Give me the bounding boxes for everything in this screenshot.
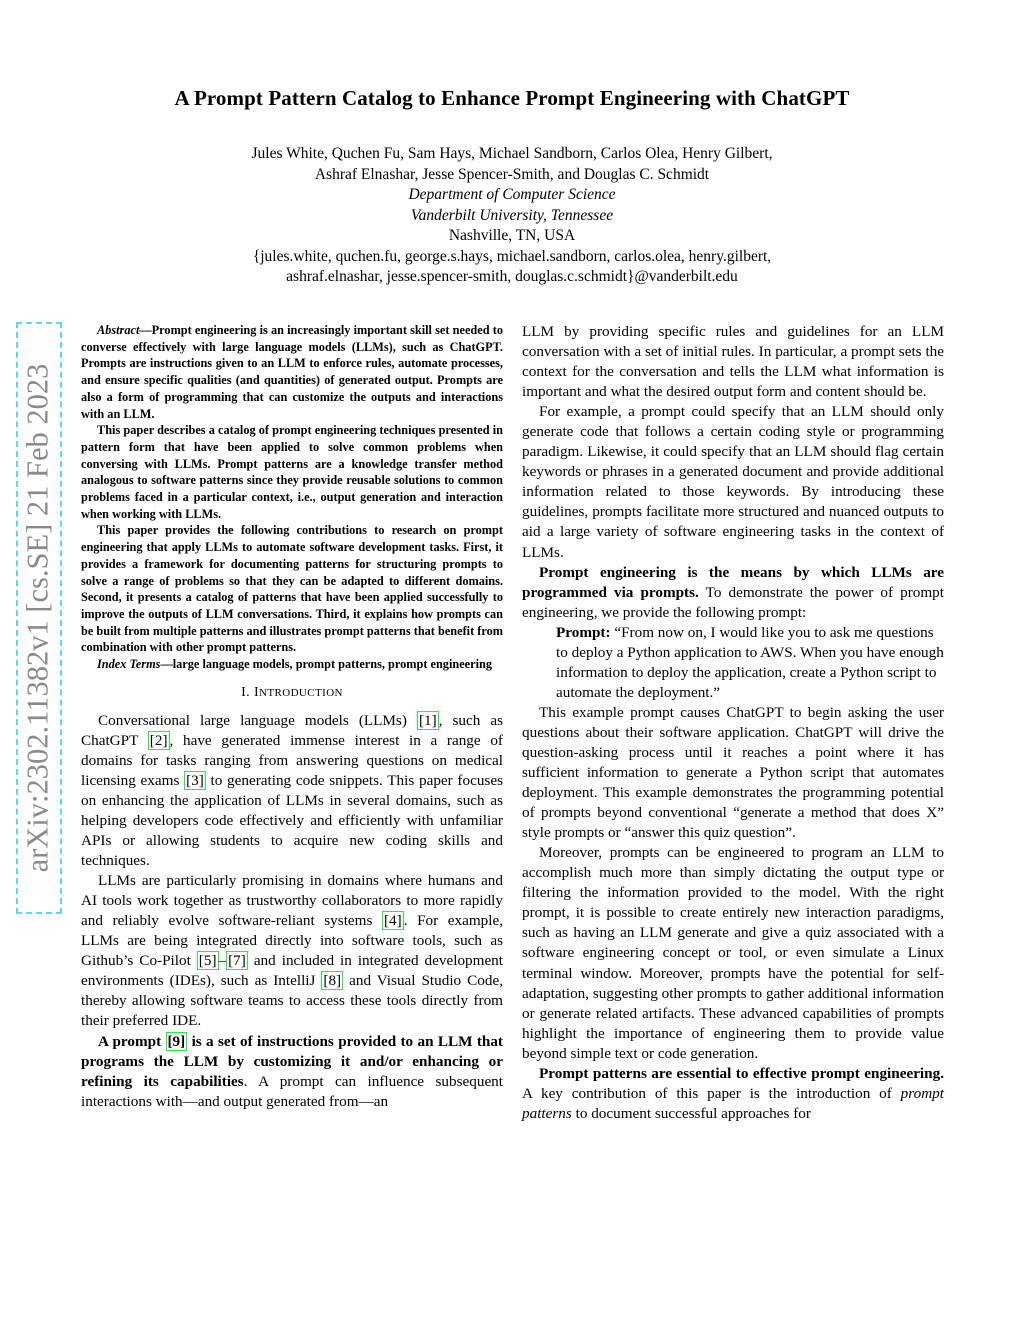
authors-line-1: Jules White, Quchen Fu, Sam Hays, Michael Sandborn, Carlos Olea, Henry Gilbert, (251, 145, 773, 162)
right-column (522, 322, 944, 1124)
abstract-paragraph-1: Abstract—Prompt engineering is an increasingly important skill set needed to converse effectively with large language models (LLMs), such as ChatGPT. Prompts are instructions given to an LLM to enforce rules, automate processes, and ensure specific qualities (and quantities) of generated output. Prompts are also a form of programming that can customize the outputs and interactions with an LLM. (81, 323, 503, 421)
intro-paragraph-1: Conversational large language models (LLMs) [1] , such as ChatGPT [2] , have generated immense interest in a range of domains for tasks ranging from answering questions on medical licensing exams [3] to generating code snippets. This paper focuses on enhancing the application of LLMs in several domains, such as helping developers code effectively and efficiently with unfamiliar APIs or allowing students to acquire new coding skills and techniques. (81, 711, 503, 870)
emails-line-1: {jules.white, quchen.fu, george.s.hays, michael.sandborn, carlos.olea, henry.gilbert, (252, 247, 772, 265)
arxiv-stamp (16, 322, 62, 914)
example-prompt: Prompt: “From now on, I would like you to ask me questions to deploy a Python application to AWS. When you have enough information to deploy the application, create a Python script to automate the deployment.” (556, 623, 944, 701)
citation-link[interactable]: [5] (198, 952, 217, 970)
left-column (81, 322, 503, 1112)
arxiv-identifier: arXiv:2302.11382v1 [cs.SE] 21 Feb 2023 (20, 363, 55, 873)
citation-link[interactable]: [7] (228, 952, 246, 970)
intro-paragraph-3-continued: LLM by providing specific rules and guidelines for an LLM conversation with a set of initial rules. In particular, a prompt sets the context for the conversation and tells the LLM what information is important and what the desired output form and content should be. (522, 323, 944, 401)
emails-line-2: ashraf.elnashar, jesse.spencer-smith, douglas.c.schmidt}@vanderbilt.edu (286, 268, 738, 285)
citation-link[interactable]: [9] (167, 1032, 186, 1050)
intro-paragraph-8: Prompt patterns are essential to effective prompt engineering. A key contribution of this paper is the introduction of prompt patterns to document successful approaches for (522, 1064, 944, 1122)
university: Vanderbilt University, Tennessee (410, 206, 614, 224)
abstract-paragraph-2: This paper describes a catalog of prompt engineering techniques presented in pattern form that have been applied to solve common problems when conversing with LLMs. Prompt patterns are a knowledge transfer method analogous to software patterns since they provide reusable solutions to common problems faced in a particular context, i.e., output generation and interaction when working with LLMs. (81, 423, 503, 521)
citation-link[interactable]: [3] (186, 771, 204, 789)
intro-paragraph-2: LLMs are particularly promising in domains where humans and AI tools work together as trustworthy collaborators to more rapidly and reliably evolve software-reliant systems [4] . For example, LLMs are being integrated directly into software tools, such as Github’s Co-Pilot [5] – [7] and included in integrated development environments (IDEs), such as IntelliJ [8] and Visual Studio Code, thereby allowing software teams to access these tools directly from their preferred IDE. (81, 872, 503, 1030)
citation-link[interactable]: [1] (418, 711, 437, 729)
citation-link[interactable]: [2] (149, 731, 168, 749)
index-terms: Index Terms—large language models, prompt patterns, prompt engineering (97, 657, 492, 672)
location: Nashville, TN, USA (448, 227, 576, 244)
prompt-label: Prompt: (556, 623, 611, 641)
citation-link[interactable]: [4] (383, 912, 402, 930)
department: Department of Computer Science (408, 186, 616, 203)
section-heading-introduction: I. INTRODUCTION (241, 684, 343, 700)
intro-paragraph-7: Moreover, prompts can be engineered to program an LLM to accomplish much more than simply dictating the output type or filtering the information provided to the model. With the right prompt, it is possible to create entirely new interaction paradigms, such as having an LLM generate and give a quiz associated with a software engineering concept or tool, or even simulate a Linux terminal window. Moreover, prompts have the potential for self-adaptation, suggesting other prompts to gather additional information or generate related artifacts. These advanced capabilities of prompts highlight the importance of engineering them to provide value beyond simple text or code generation. (522, 844, 944, 1062)
intro-paragraph-6: This example prompt causes ChatGPT to begin asking the user questions about their software application. ChatGPT will drive the question-asking process until it reaches a point where it has sufficient information to generate a Python script that automates deployment. This example demonstrates the programming potential of prompts beyond conventional “generate a method that does X” style prompts or “answer this quiz question”. (522, 703, 944, 842)
index-terms-label: Index Terms (97, 657, 161, 672)
intro-paragraph-4: For example, a prompt could specify that an LLM should only generate code that follows a certain coding style or programming paradigm. Likewise, it could specify that an LLM should flag certain keywords or phrases in a generated document and provide additional information related to those keywords. By introducing these guidelines, prompts facilitate more structured and nuanced outputs to aid a large variety of software engineering tasks in the context of LLMs. (522, 403, 944, 561)
intro-paragraph-5: Prompt engineering is the means by which LLMs are programmed via prompts. To demonstrate the power of prompt engineering, we provide the following prompt: (522, 563, 944, 621)
abstract-label: Abstract (97, 323, 140, 337)
citation-link[interactable]: [8] (323, 972, 342, 990)
author-block (0, 144, 1024, 288)
intro-paragraph-3: A prompt [9] is a set of instructions provided to an LLM that programs the LLM by customizing it and/or enhancing or refining its capabilities. A prompt can influence subsequent interactions with—and output generated from—an (81, 1032, 503, 1110)
paper-title: A Prompt Pattern Catalog to Enhance Prompt Engineering with ChatGPT (174, 86, 850, 110)
abstract-paragraph-3: This paper provides the following contributions to research on prompt engineering that apply LLMs to automate software development tasks. First, it provides a framework for documenting patterns for structuring prompts to solve a range of problems so that they can be adapted to different domains. Second, it presents a catalog of patterns that have been applied successfully to improve the outputs of LLM conversations. Third, it explains how prompts can be built from multiple patterns and illustrates prompt patterns that benefit from combination with other prompt patterns. (81, 523, 503, 655)
authors-line-2: Ashraf Elnashar, Jesse Spencer-Smith, and Douglas C. Schmidt (314, 165, 710, 183)
